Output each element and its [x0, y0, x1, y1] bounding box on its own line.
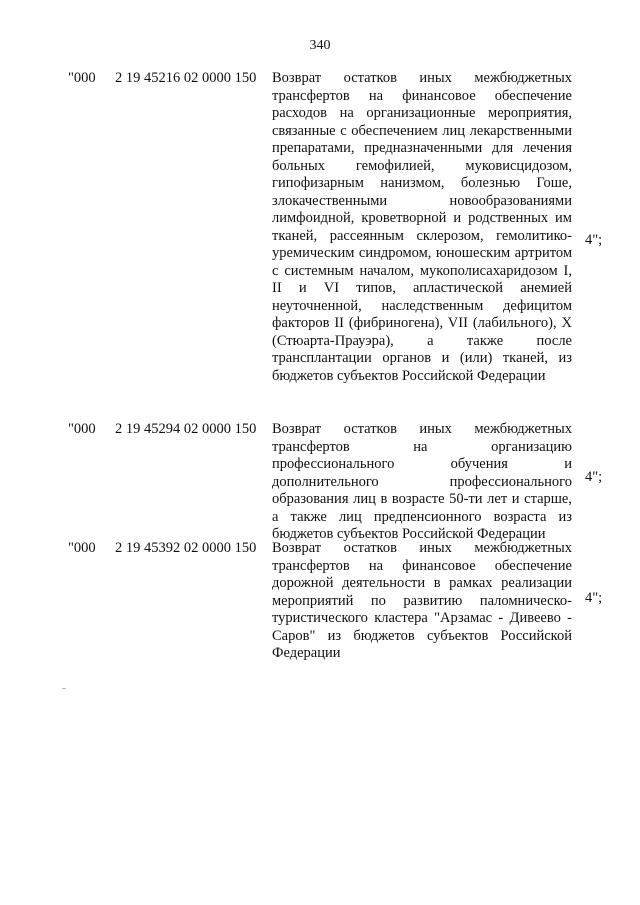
- entry-description: Возврат остатков иных межбюджетных трансфертов на организацию профессионального обучения и дополнительного профессионального образования лиц в возрасте 50-ти лет и старше, а также лиц предпенсионного возраста из бюджетов субъектов Российской Федерации: [272, 421, 572, 542]
- budget-classification-code: 2 19 45392 02 0000 150: [115, 540, 257, 556]
- entry-prefix: "000: [68, 540, 96, 556]
- budget-classification-code: 2 19 45216 02 0000 150: [115, 70, 257, 86]
- entry-suffix: 4";: [585, 590, 603, 606]
- budget-classification-code: 2 19 45294 02 0000 150: [115, 421, 257, 437]
- margin-mark: [62, 688, 66, 689]
- entry-suffix: 4";: [585, 232, 603, 248]
- entry-description: Возврат остатков иных межбюджетных трансфертов на финансовое обеспечение расходов на организационные мероприятия, связанные с обеспечением лиц лекарственными препаратами, предназначенными для лечения больных гемофилией, муковисцидозом, гипофизарным нанизмом, болезнью Гоше, злокачественными новообразованиями лимфоидной, кроветворной и родственных им тканей, рассеянным склерозом, гемолитико-уремическим синдромом, юношеским артритом с системным началом, мукополисахаридозом I, II и VI типов, апластической анемией неуточненной, наследственным дефицитом факторов II (фибриногена), VII (лабильного), X (Стюарта-Прауэра), а также после трансплантации органов и (или) тканей, из бюджетов субъектов Российской Федерации: [272, 70, 572, 384]
- page-number: 340: [309, 38, 331, 53]
- entry-description: Возврат остатков иных межбюджетных трансфертов на финансовое обеспечение дорожной деятельности в рамках реализации мероприятий по развитию паломническо-туристического кластера "Арзамас - Дивеево - Саров" из бюджетов субъектов Российской Федерации: [272, 540, 572, 661]
- entry-prefix: "000: [68, 70, 96, 86]
- entry-prefix: "000: [68, 421, 96, 437]
- entry-suffix: 4";: [585, 469, 603, 485]
